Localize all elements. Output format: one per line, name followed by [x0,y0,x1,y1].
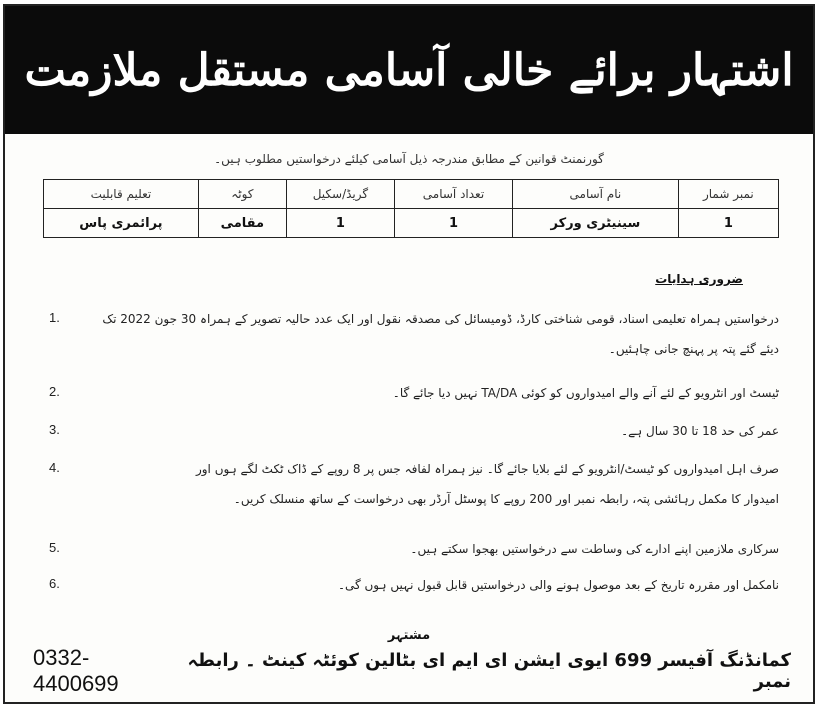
instruction-number: 3. [49,422,60,437]
vacancy-table [43,179,779,238]
title-banner [5,6,813,134]
column-header: تعداد آسامی [394,180,512,209]
contact-phone: 0332-4400699 [33,645,119,696]
instruction-item [49,304,779,364]
table-cell: 1 [678,209,778,238]
table-cell: پرائمری پاس [44,209,199,238]
table-header-row [44,180,779,209]
instruction-number: 4. [49,460,60,475]
instruction-text [83,570,779,600]
column-header: تعلیم قابلیت [44,180,199,209]
instruction-number: 1. [49,310,60,325]
advertiser-label: مشتہر [387,628,431,643]
instruction-text [83,534,779,564]
intro-text: گورنمنٹ قوانین کے مطابق مندرجہ ذیل آسامی کیلئے درخواستیں مطلوب ہیں۔ [214,152,604,166]
column-header: کوٹہ [198,180,286,209]
column-header: گریڈ/سکیل [286,180,394,209]
instruction-line: دیئے گئے پتہ پر پہنچ جانی چاہئیں۔ [608,342,779,356]
column-header: نمبر شمار [678,180,778,209]
instruction-line: نامکمل اور مقررہ تاریخ کے بعد موصول ہونے والی درخواستیں قابل قبول نہیں ہوں گی۔ [337,578,779,592]
instruction-item [49,378,779,408]
instruction-number: 2. [49,384,60,399]
table-cell: 1 [286,209,394,238]
table-cell: مقامی [198,209,286,238]
instruction-number: 6. [49,576,60,591]
instruction-item [49,534,779,564]
instruction-line: امیدوار کا مکمل رہائشی پتہ، رابطہ نمبر اور 200 روپے کا پوسٹل آرڈر بھی درخواست کے ساتھ منسلک کریں۔ [233,492,779,506]
instructions-heading: ضروری ہدایات [655,272,743,286]
instruction-item [49,570,779,600]
table-cell: سینیٹری ورکر [513,209,679,238]
instruction-item [49,454,779,514]
instruction-line: سرکاری ملازمین اپنے ادارے کی وساطت سے درخواستیں بھجوا سکتے ہیں۔ [410,542,779,556]
table-cell: 1 [394,209,512,238]
instruction-line: ٹیسٹ اور انٹرویو کے لئے آنے والے امیدواروں کو کوئی TA/DA نہیں دیا جائے گا۔ [392,386,779,400]
instruction-text [83,304,779,364]
instruction-line: درخواستیں ہمراہ تعلیمی اسناد، قومی شناختی کارڈ، ڈومیسائل کی مصدقہ نقول اور ایک عدد حالیہ تصویر کے ہمراہ 30 جون 2022 تک [102,312,779,326]
advertisement-title: اشتہار برائے خالی آسامی مستقل ملازمت [24,44,794,96]
instruction-item [49,416,779,446]
footer [33,645,791,696]
instruction-line: صرف اہل امیدواروں کو ٹیسٹ/انٹرویو کے لئے بلایا جائے گا۔ نیز ہمراہ لفافہ جس پر 8 روپے کے ڈاک ٹکٹ لگے ہوں اور [195,462,779,476]
table-row [44,209,779,238]
instruction-text [83,416,779,446]
instruction-text [83,378,779,408]
column-header: نام آسامی [513,180,679,209]
advertisement-frame [3,4,815,704]
instruction-text [83,454,779,514]
instruction-line: عمر کی حد 18 تا 30 سال ہے۔ [621,424,779,438]
footer-address: کمانڈنگ آفیسر 699 ایوی ایشن ای ایم ای بٹالین کوئٹہ کینٹ ۔ رابطہ نمبر [187,650,791,692]
instruction-number: 5. [49,540,60,555]
